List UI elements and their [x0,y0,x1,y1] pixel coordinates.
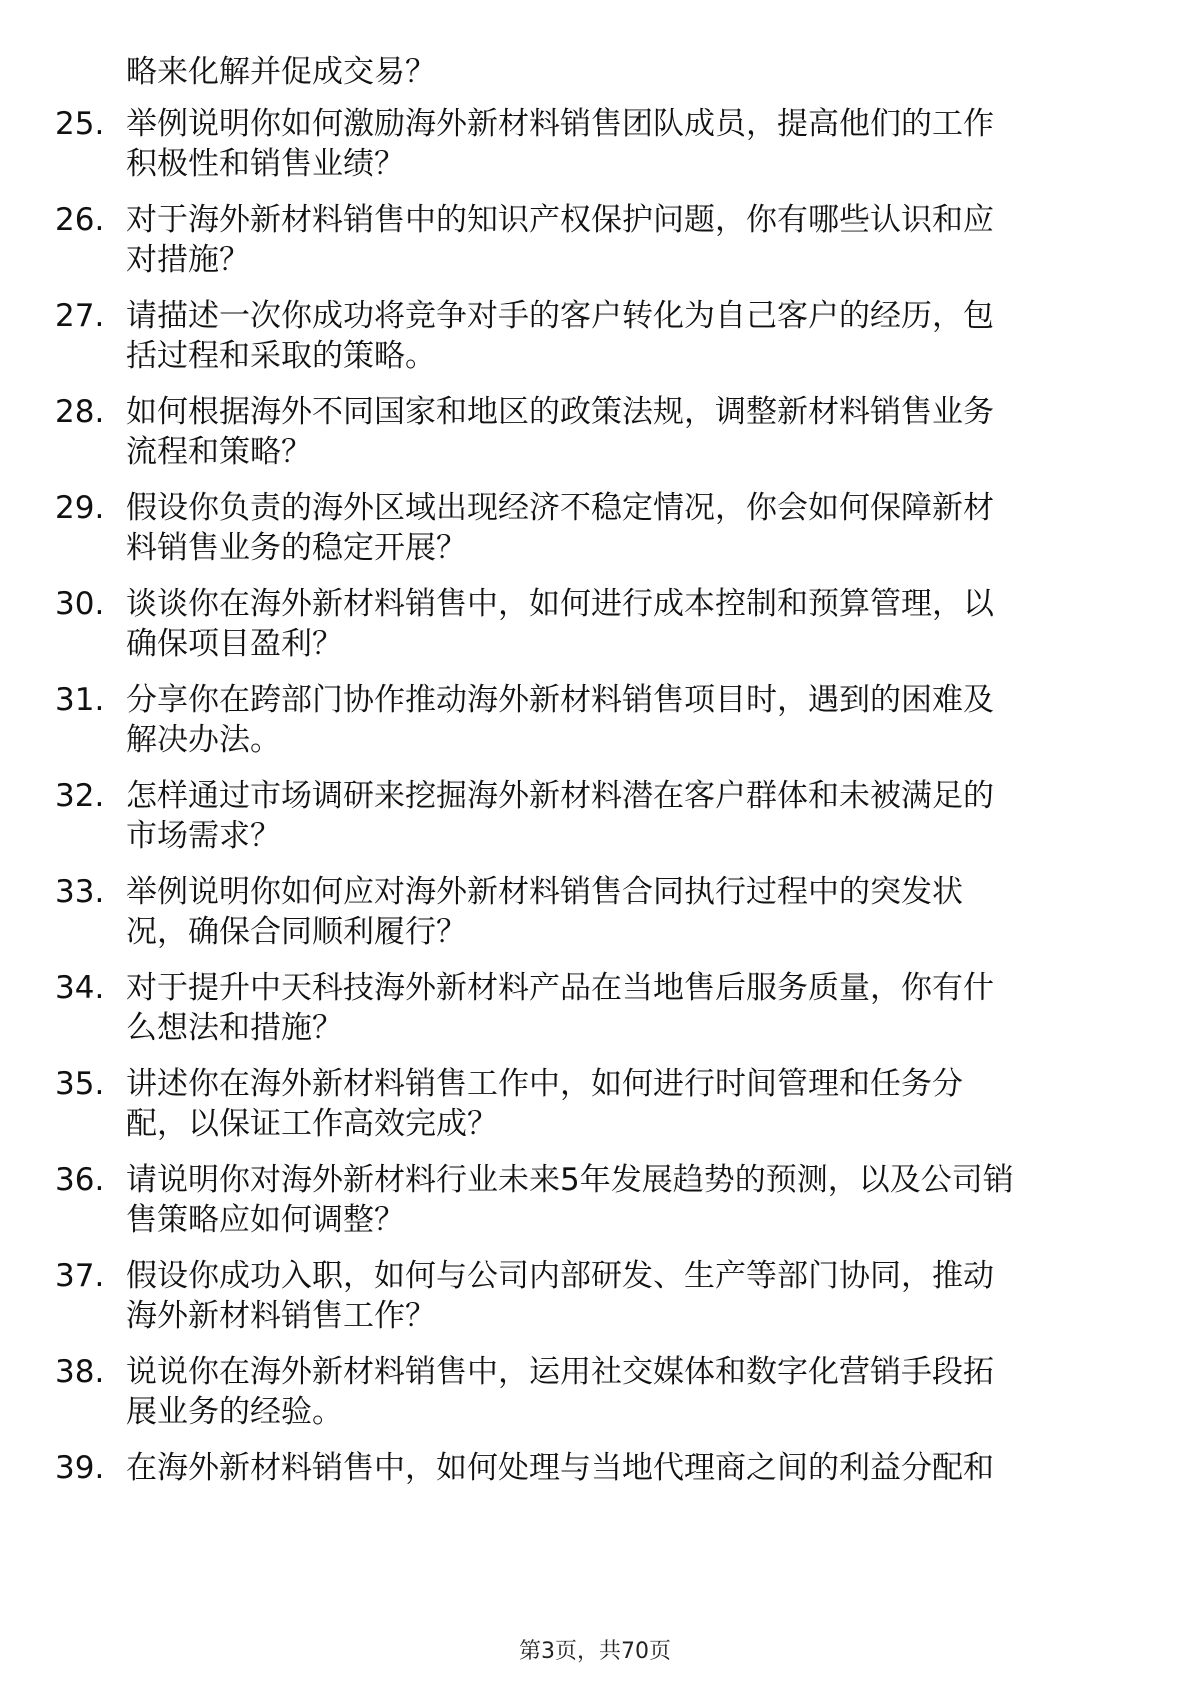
question-text-line: 料销售业务的稳定开展？ [126,530,467,566]
question-text-line: 对于海外新材料销售中的知识产权保护问题，你有哪些认识和应 [126,202,994,238]
question-text-line: 海外新材料销售工作？ [126,1298,436,1334]
question-text-line: 分享你在跨部门协作推动海外新材料销售项目时，遇到的困难及 [126,682,994,718]
question-item [55,296,1135,376]
question-item [55,488,1135,568]
question-text-line: 流程和策略？ [126,434,312,470]
question-number: 37. [55,1258,105,1294]
question-item [55,104,1135,184]
question-text-line: 假设你成功入职，如何与公司内部研发、生产等部门协同，推动 [126,1258,994,1294]
question-text-line: 积极性和销售业绩？ [126,146,405,182]
question-number: 29. [55,490,105,526]
question-item [55,1448,1135,1488]
continuation-line: 略来化解并促成交易？ [126,54,436,90]
question-item [55,968,1135,1048]
question-number: 33. [55,874,105,910]
question-text-line: 况，确保合同顺利履行？ [126,914,467,950]
question-text-line: 举例说明你如何激励海外新材料销售团队成员，提高他们的工作 [126,106,994,142]
question-text-line: 请说明你对海外新材料行业未来5年发展趋势的预测，以及公司销 [126,1162,1014,1198]
question-text-line: 括过程和采取的策略。 [126,338,436,374]
question-item [55,1352,1135,1432]
question-item [55,584,1135,664]
question-item [55,1160,1135,1240]
question-number: 32. [55,778,105,814]
question-text-line: 对于提升中天科技海外新材料产品在当地售后服务质量，你有什 [126,970,994,1006]
question-text-line: 么想法和措施？ [126,1010,343,1046]
question-number: 35. [55,1066,105,1102]
question-number: 34. [55,970,105,1006]
question-item [55,200,1135,280]
question-text-line: 售策略应如何调整？ [126,1202,405,1238]
question-item [55,1064,1135,1144]
question-number: 31. [55,682,105,718]
question-number: 30. [55,586,105,622]
question-number: 25. [55,106,105,142]
question-item [55,1256,1135,1336]
question-text-line: 确保项目盈利？ [126,626,343,662]
question-item [55,776,1135,856]
question-text-line: 讲述你在海外新材料销售工作中，如何进行时间管理和任务分 [126,1066,963,1102]
question-text-line: 谈谈你在海外新材料销售中，如何进行成本控制和预算管理，以 [126,586,994,622]
question-text-line: 说说你在海外新材料销售中，运用社交媒体和数字化营销手段拓 [126,1354,994,1390]
question-text-line: 展业务的经验。 [126,1394,343,1430]
page-footer: 第3页，共70页 [519,1639,671,1664]
question-text-line: 解决办法。 [126,722,281,758]
question-text-line: 配，以保证工作高效完成？ [126,1106,498,1142]
question-text-line: 市场需求？ [126,818,281,854]
question-number: 39. [55,1450,105,1486]
question-item [55,680,1135,760]
question-text-line: 举例说明你如何应对海外新材料销售合同执行过程中的突发状 [126,874,963,910]
question-text-line: 在海外新材料销售中，如何处理与当地代理商之间的利益分配和 [126,1450,994,1486]
question-number: 28. [55,394,105,430]
question-number: 27. [55,298,105,334]
question-text-line: 怎样通过市场调研来挖掘海外新材料潜在客户群体和未被满足的 [126,778,994,814]
question-text-line: 请描述一次你成功将竞争对手的客户转化为自己客户的经历，包 [126,298,994,334]
question-number: 38. [55,1354,105,1390]
question-text-line: 如何根据海外不同国家和地区的政策法规，调整新材料销售业务 [126,394,994,430]
question-text-line: 对措施？ [126,242,250,278]
question-item [55,392,1135,472]
question-item [55,872,1135,952]
question-text-line: 假设你负责的海外区域出现经济不稳定情况，你会如何保障新材 [126,490,994,526]
question-number: 36. [55,1162,105,1198]
question-number: 26. [55,202,105,238]
